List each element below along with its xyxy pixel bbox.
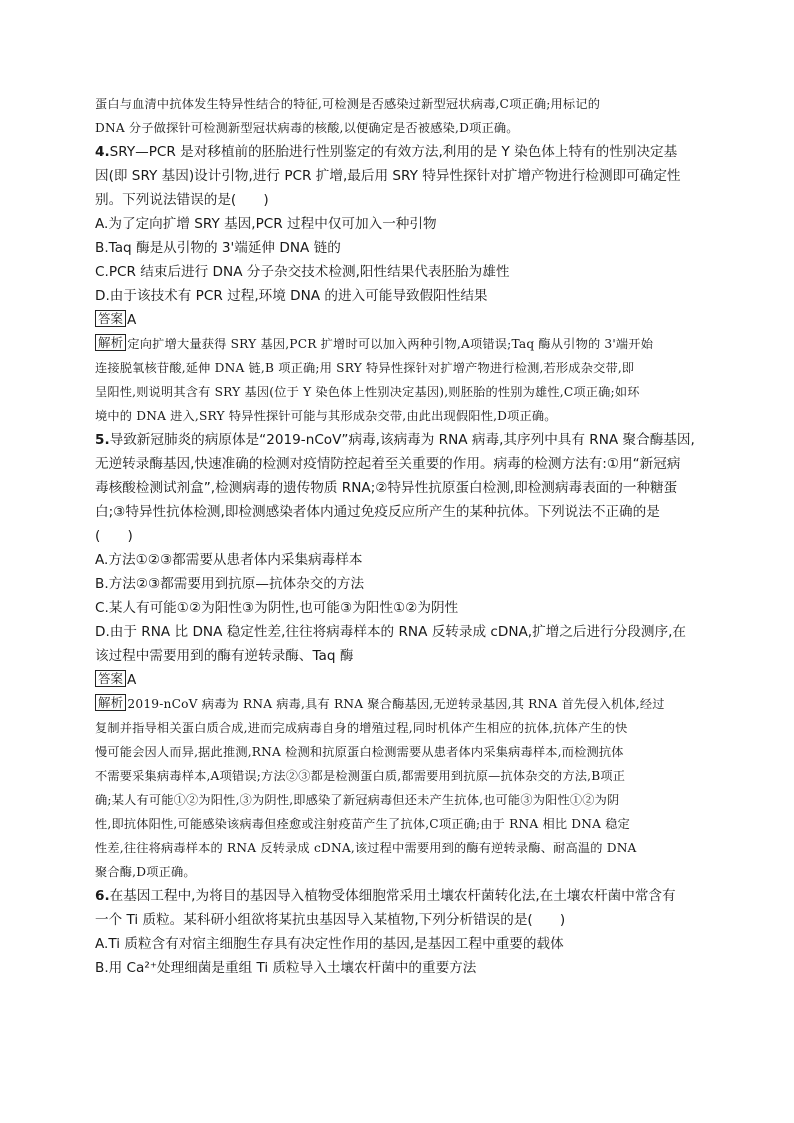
question-number: 4. [95,144,110,160]
option-a: A.Ti 质粒含有对宿主细胞生存具有决定性作用的基因,是基因工程中重要的载体 [95,936,564,952]
question-number: 6. [95,888,110,904]
answer-tag: 答案 [95,310,126,327]
explanation-line: 性差,往往将病毒样本的 RNA 反转录成 cDNA,该过程中需要用到的酶有逆转录酶、耐高温的 DNA [95,841,637,855]
question-stem-line: 毒核酸检测试剂盒”,检测病毒的遗传物质 RNA;②特异性抗原蛋白检测,即检测病毒表面的一种糖蛋 [95,480,678,496]
option-b: B.方法②③都需要用到抗原—抗体杂交的方法 [95,576,365,592]
option-d: D.由于该技术有 PCR 过程,环境 DNA 的进入可能导致假阳性结果 [95,288,488,304]
question-stem-line: 白;③特异性抗体检测,即检测感染者体内通过免疫反应所产生的某种抗体。下列说法不正确的是 [95,504,660,520]
option-b: B.Taq 酶是从引物的 3'端延伸 DNA 链的 [95,240,341,256]
question-6 [95,884,701,980]
option-a: A.为了定向扩增 SRY 基因,PCR 过程中仅可加入一种引物 [95,216,437,232]
question-5 [95,428,701,884]
explanation-line: 复制并指导相关蛋白质合成,进而完成病毒自身的增殖过程,同时机体产生相应的抗体,抗体产生的快 [95,721,628,735]
explanation-line: DNA 分子做探针可检测新型冠状病毒的核酸,以便确定是否被感染,D项正确。 [95,121,519,135]
explanation-line: 解析 2019-nCoV 病毒为 RNA 病毒,具有 RNA 聚合酶基因,无逆转录基因,其 RNA 首先侵入机体,经过 [95,692,701,716]
question-stem-line: 一个 Ti 质粒。某科研小组欲将某抗虫基因导入某植物,下列分析错误的是( ) [95,912,566,928]
option-c: C.PCR 结束后进行 DNA 分子杂交技术检测,阳性结果代表胚胎为雄性 [95,264,510,280]
question-stem-line: 因(即 SRY 基因)设计引物,进行 PCR 扩增,最后用 SRY 特异性探针对扩增产物进行检测即可确定性 [95,168,681,184]
option-c: C.某人有可能①②为阳性③为阴性,也可能③为阳性①②为阴性 [95,600,459,616]
explanation-line: 境中的 DNA 进入,SRY 特异性探针可能与其形成杂交带,由此出现假阳性,D项正确。 [95,409,557,423]
explanation-tag: 解析 [95,334,126,351]
option-b: B.用 Ca²⁺处理细菌是重组 Ti 质粒导入土壤农杆菌中的重要方法 [95,960,477,976]
question-stem-line: 6.在基因工程中,为将目的基因导入植物受体细胞常采用土壤农杆菌转化法,在土壤农杆菌中常含有 [95,888,676,904]
answer-row [95,668,701,692]
question-stem-line: 4.SRY—PCR 是对移植前的胚胎进行性别鉴定的有效方法,利用的是 Y 染色体上特有的性别决定基 [95,144,678,160]
question-stem-line: 别。下列说法错误的是( ) [95,192,269,208]
explanation-line: 蛋白与血清中抗体发生特异性结合的特征,可检测是否感染过新型冠状病毒,C项正确;用标记的 [95,97,601,111]
question-stem-line: ( ) [95,528,133,544]
option-d-continued: 该过程中需要用到的酶有逆转录酶、Taq 酶 [95,648,354,664]
prev-explanation [95,92,701,140]
explanation-line: 确;某人有可能①②为阳性,③为阴性,即感染了新冠病毒但还未产生抗体,也可能③为阳性①②为阴 [95,793,620,807]
answer-value: A [127,672,137,688]
explanation-line: 不需要采集病毒样本,A项错误;方法②③都是检测蛋白质,都需要用到抗原—抗体杂交的方法,B项正 [95,769,626,783]
explanation-line: 聚合酶,D项正确。 [95,865,196,879]
explanation-line: 连接脱氧核苷酸,延伸 DNA 链,B 项正确;用 SRY 特异性探针对扩增产物进行检测,若形成杂交带,即 [95,361,635,375]
question-number: 5. [95,432,110,448]
answer-value: A [127,312,137,328]
answer-row [95,308,701,332]
question-stem-line: 无逆转录酶基因,快速准确的检测对疫情防控起着至关重要的作用。病毒的检测方法有:①用“新冠病 [95,456,681,472]
option-d: D.由于 RNA 比 DNA 稳定性差,往往将病毒样本的 RNA 反转录成 cDNA,扩增之后进行分段测序,在 [95,624,686,640]
explanation-line: 解析 定向扩增大量获得 SRY 基因,PCR 扩增时可以加入两种引物,A项错误;Taq 酶从引物的 3'端开始 [95,332,701,356]
question-stem-line: 5.导致新冠肺炎的病原体是“2019-nCoV”病毒,该病毒为 RNA 病毒,其序列中具有 RNA 聚合酶基因, [95,432,695,448]
option-a: A.方法①②③都需要从患者体内采集病毒样本 [95,552,363,568]
explanation-line: 性,即抗体阳性,可能感染该病毒但痊愈或注射疫苗产生了抗体,C项正确;由于 RNA 相比 DNA 稳定 [95,817,630,831]
explanation-tag: 解析 [95,694,126,711]
question-4 [95,140,701,428]
document-page [95,92,701,980]
answer-tag: 答案 [95,670,126,687]
explanation-line: 呈阳性,则说明其含有 SRY 基因(位于 Y 染色体上性别决定基因),则胚胎的性别为雄性,C项正确;如环 [95,385,640,399]
explanation-line: 慢可能会因人而异,据此推测,RNA 检测和抗原蛋白检测需要从患者体内采集病毒样本,而检测抗体 [95,745,624,759]
